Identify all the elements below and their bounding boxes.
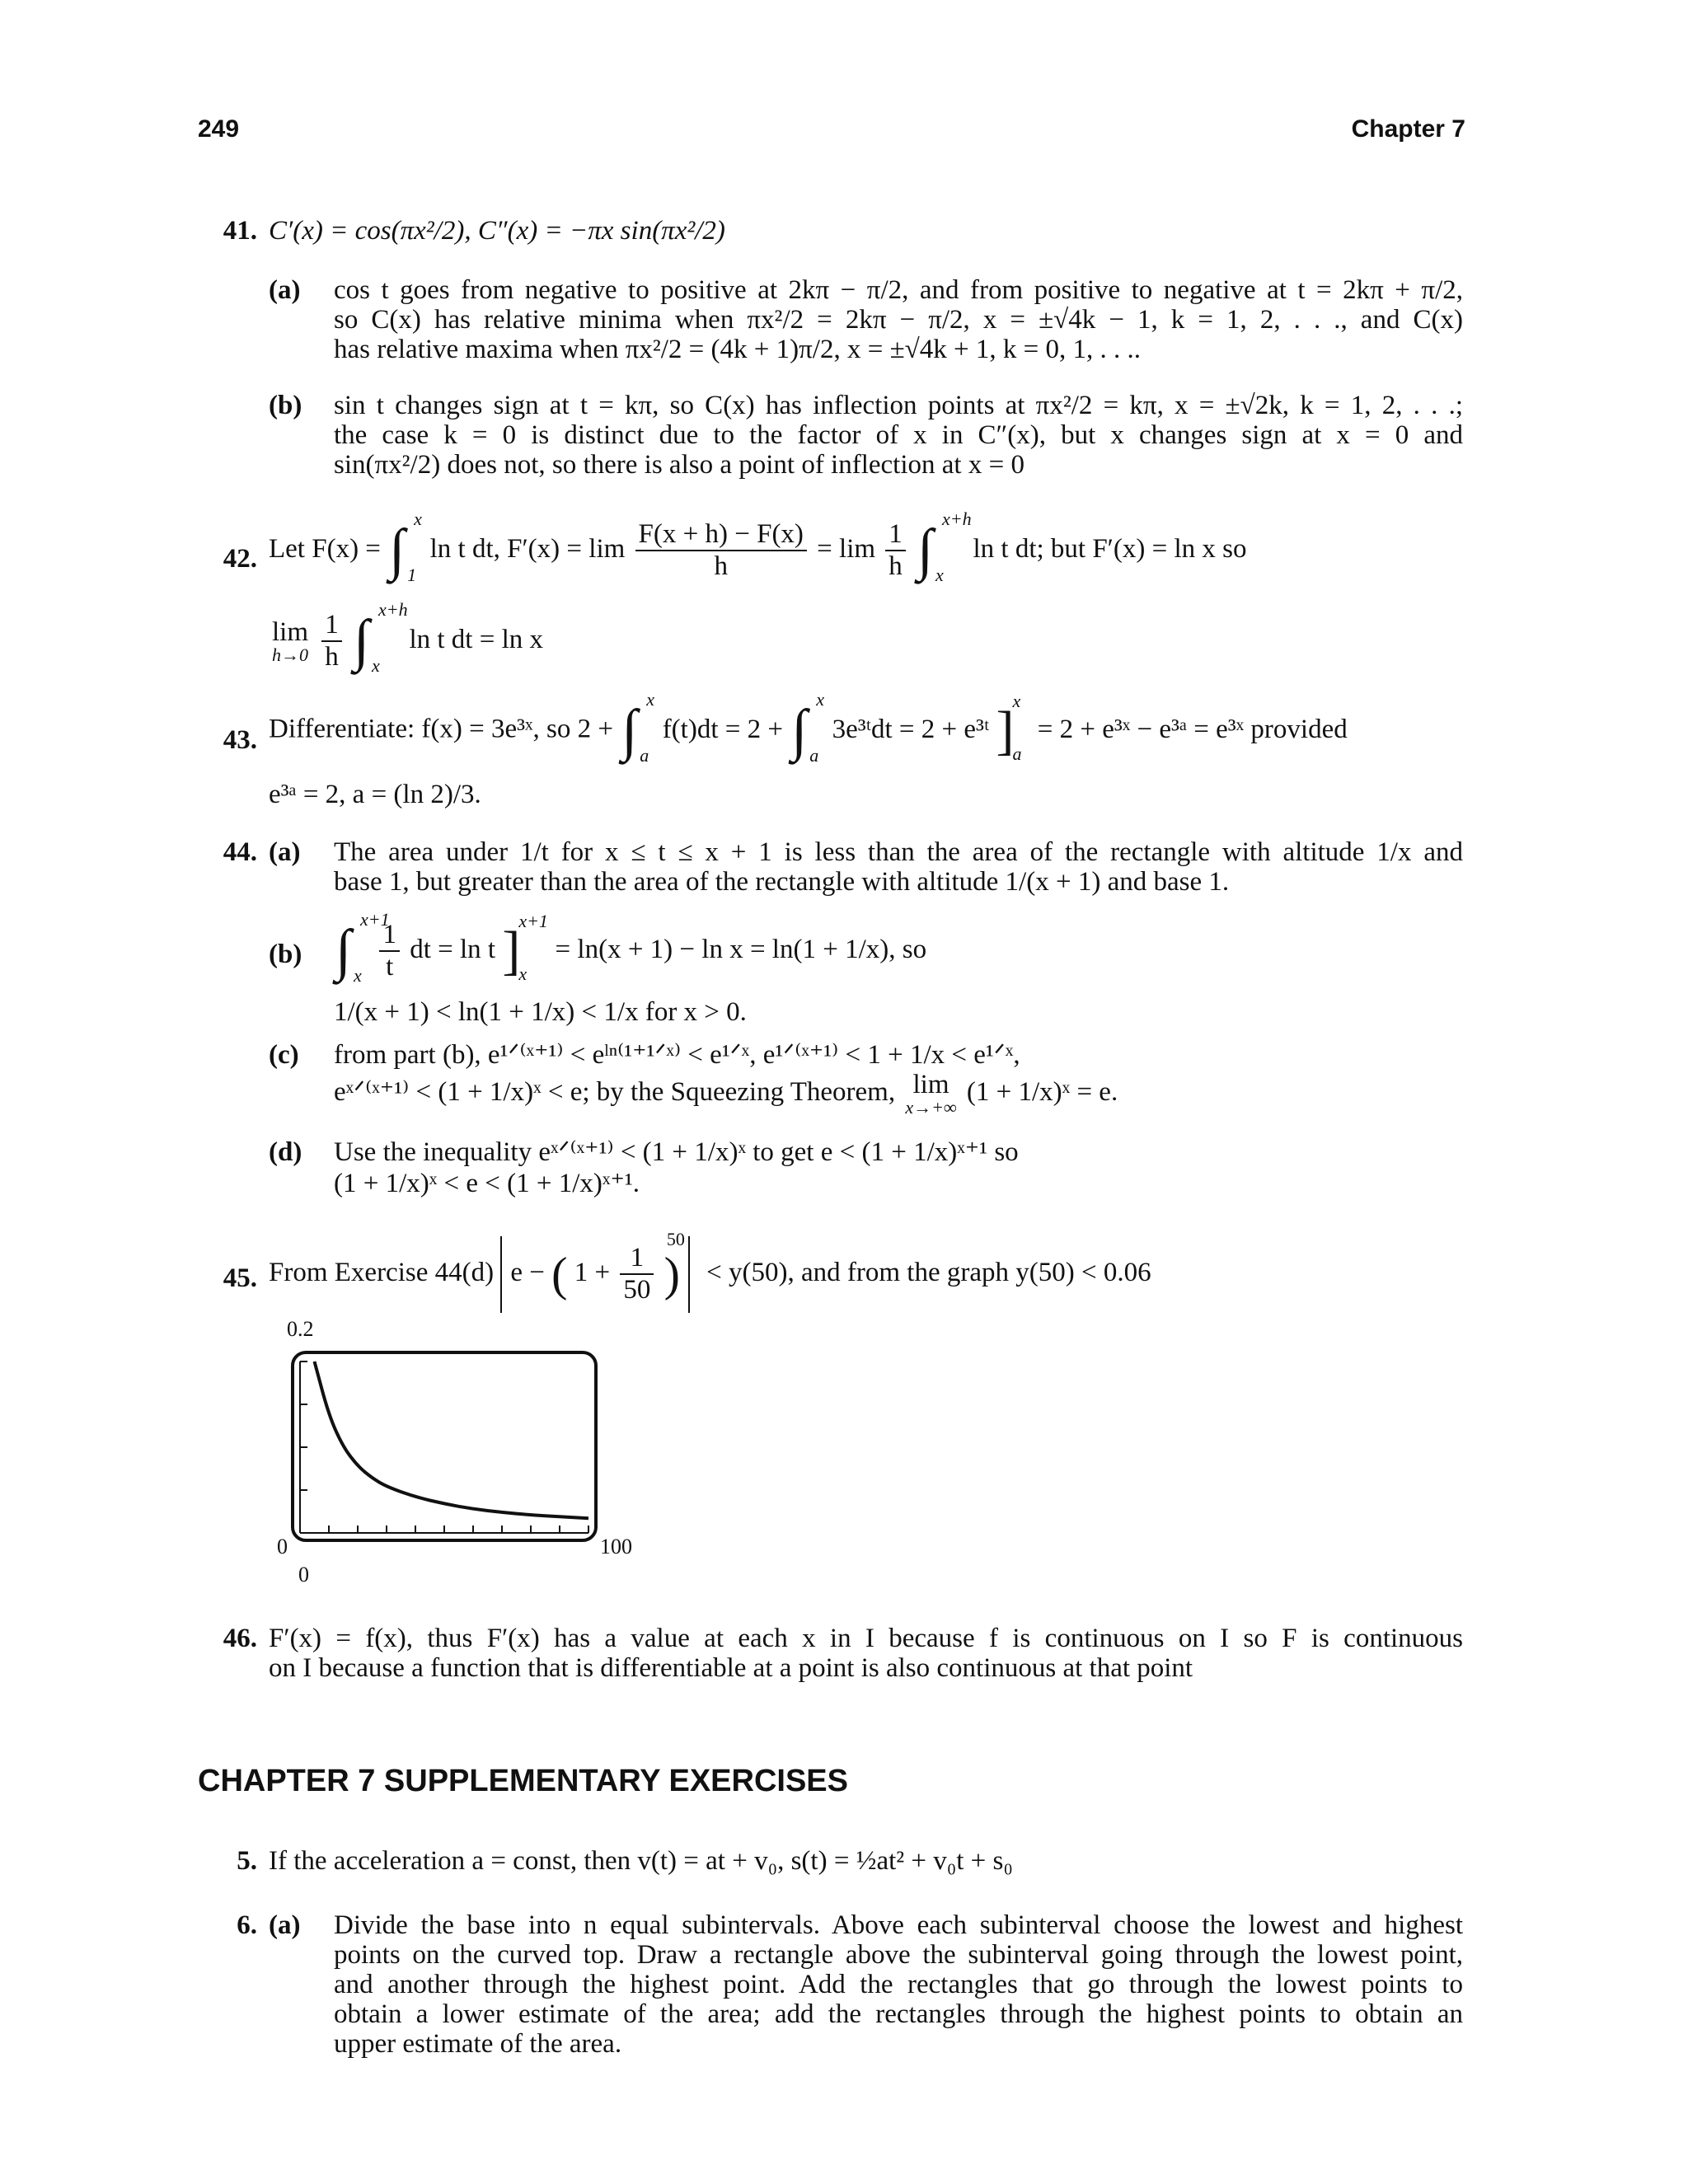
integral-sign: ∫ x+1 x: [335, 909, 390, 987]
numerator: 1: [620, 1243, 654, 1275]
exercise-43-part4: = 2 + e³ˣ − e³ᵃ = e³ˣ provided: [1037, 714, 1348, 744]
exercise-42-part3: ln t dt; but F′(x) = ln x so: [973, 533, 1247, 564]
lower-limit: 1: [407, 565, 417, 586]
exercise-number: 46.: [223, 1624, 257, 1653]
lower-limit: a: [1012, 743, 1022, 764]
exercise-42-line2: [269, 599, 543, 677]
plot-frame: [293, 1352, 596, 1540]
limit: lim h→0: [272, 616, 309, 665]
exercise-42-eqlim: = lim: [817, 533, 876, 564]
one-over-h: [885, 519, 906, 583]
exercise-number: 42.: [223, 544, 257, 574]
exercise-43-part1: Differentiate: f(x) = 3e³ˣ, so 2 +: [269, 714, 613, 744]
part-label: (a): [269, 275, 301, 305]
supplementary-6a-line5: upper estimate of the area.: [334, 2029, 622, 2059]
lower-limit: a: [640, 745, 649, 766]
exercise-42-result: ln t dt = ln x: [409, 624, 543, 654]
exercise-44d-line2: (1 + 1/x)ˣ < e < (1 + 1/x)ˣ⁺¹.: [334, 1169, 640, 1198]
upper-limit: x+h: [942, 509, 972, 530]
evaluation-bracket: ] x+1 x: [502, 911, 548, 985]
data-series-line: [315, 1361, 589, 1518]
exercise-41b-line1: sin t changes sign at t = kπ, so C(x) has inflection points at πx²/2 = kπ, x = ±√2k, k = 1, 2, . . .;: [334, 391, 1463, 420]
exercise-44b-line2: 1/(x + 1) < ln(1 + 1/x) < 1/x for x > 0.: [334, 997, 747, 1027]
integral-sign: ∫ x+h x: [354, 599, 408, 677]
e-minus: e −: [510, 1257, 545, 1287]
numerator: 1: [379, 920, 400, 952]
upper-limit: x: [816, 689, 824, 710]
exercise-44d-line1: Use the inequality eˣᐟ⁽ˣ⁺¹⁾ < (1 + 1/x)ˣ to get e < (1 + 1/x)ˣ⁺¹ so: [334, 1137, 1019, 1167]
exercise-42-part2: ln t dt, F′(x) = lim: [429, 533, 626, 564]
exercise-44b-end: = ln(x + 1) − ln x = ln(1 + 1/x), so: [555, 934, 927, 964]
upper-limit: x+1: [360, 909, 390, 930]
exercise-number: 41.: [223, 216, 257, 246]
left-paren: (: [551, 1247, 568, 1301]
exercise-44b-mid: dt = ln t: [410, 934, 496, 964]
one-plus: 1 +: [574, 1257, 611, 1287]
exercise-44c-line1: from part (b), e¹ᐟ⁽ˣ⁺¹⁾ < eˡⁿ⁽¹⁺¹ᐟˣ⁾ < e¹ᐟˣ, e¹ᐟ⁽ˣ⁺¹⁾ < 1 + 1/x < e¹ᐟˣ,: [334, 1040, 1020, 1070]
exercise-41a-line3: has relative maxima when πx²/2 = (4k + 1)π/2, x = ±√4k + 1, k = 0, 1, . . ..: [334, 335, 1142, 364]
exercise-41-derivatives: C′(x) = cos(πx²/2), C″(x) = −πx sin(πx²/2): [269, 216, 725, 246]
part-label: (c): [269, 1040, 299, 1070]
exercise-number: 6.: [237, 1910, 257, 1940]
exercise-42-let: Let F(x) =: [269, 533, 381, 564]
lower-limit: x: [935, 565, 944, 586]
part-label: (a): [269, 1910, 301, 1940]
limit-subscript: x→+∞: [905, 1097, 957, 1118]
exercise-45-text: From Exercise 44(d): [269, 1257, 495, 1287]
supplementary-6a-line1: Divide the base into n equal subintervals. Above each subinterval choose the lowest and highest: [334, 1910, 1463, 1940]
chapter-label: Chapter 7: [1351, 115, 1465, 143]
exercise-number: 44.: [223, 837, 257, 867]
absolute-value-expression: [500, 1229, 690, 1313]
exercise-42-line1: [269, 509, 1247, 586]
exercise-44a-line2: base 1, but greater than the area of the rectangle with altitude 1/(x + 1) and base 1.: [334, 867, 1230, 897]
exponent: 50: [666, 1229, 685, 1249]
evaluation-bracket: ] x a: [996, 691, 1022, 764]
x-axis-right-label: 100: [600, 1535, 632, 1558]
exercise-number: 43.: [223, 725, 257, 755]
part-label: (b): [269, 391, 302, 420]
y-axis-bottom-label: 0: [277, 1535, 288, 1558]
integral-sign: ∫ x 1: [389, 509, 422, 586]
supplementary-6a-line3: and another through the highest point. Add the rectangles that go through the lowest points to: [334, 1970, 1463, 1999]
exercise-43-line2: e³ᵃ = 2, a = (ln 2)/3.: [269, 780, 481, 809]
exercise-46-line1: F′(x) = f(x), thus F′(x) has a value at each x in I because f is continuous on I so F is continuous: [269, 1624, 1463, 1653]
denominator: h: [325, 642, 339, 673]
exercise-44c-end: (1 + 1/x)ˣ = e.: [966, 1077, 1118, 1108]
denominator: t: [386, 952, 394, 982]
right-paren: ): [663, 1247, 680, 1301]
numerator: F(x + h) − F(x): [635, 519, 807, 551]
limit-word: lim: [912, 1070, 950, 1099]
exercise-41a-line2: so C(x) has relative minima when πx²/2 = 2kπ − π/2, x = ±√4k − 1, k = 1, 2, . . ., and C(x): [334, 305, 1463, 335]
exercise-number: 45.: [223, 1263, 257, 1293]
one-over-fifty: [620, 1243, 654, 1306]
exercise-44a-line1: The area under 1/t for x ≤ t ≤ x + 1 is less than the area of the rectangle with altitude 1/x and: [334, 837, 1463, 867]
page-number: 249: [198, 115, 240, 143]
exercise-43-part2: f(t)dt = 2 +: [662, 714, 783, 744]
upper-limit: x+h: [378, 599, 408, 621]
y-axis-top-label: 0.2: [287, 1317, 314, 1341]
exercise-45-line: [269, 1229, 1151, 1313]
section-title: CHAPTER 7 SUPPLEMENTARY EXERCISES: [198, 1764, 849, 1798]
difference-quotient: [635, 519, 807, 583]
denominator: h: [889, 551, 903, 582]
exercise-44c-line2: [334, 1071, 1118, 1117]
exercise-41b-line3: sin(πx²/2) does not, so there is also a point of inflection at x = 0: [334, 450, 1025, 480]
part-label: (a): [269, 837, 301, 867]
lower-limit: x: [518, 963, 528, 985]
upper-limit: x: [1012, 691, 1021, 711]
upper-limit: x+1: [518, 911, 548, 932]
lower-limit: a: [809, 745, 819, 766]
supplementary-6a-line2: points on the curved top. Draw a rectangle above the subinterval going through the lowest point,: [334, 1940, 1463, 1970]
supplementary-5-text: If the acceleration a = const, then v(t) = at + v₀, s(t) = ½at² + v₀t + s₀: [269, 1846, 1013, 1876]
denominator: h: [714, 551, 728, 582]
part-label: (b): [269, 940, 302, 969]
exercise-43-line1: [269, 689, 1348, 766]
exercise-44c-text: eˣᐟ⁽ˣ⁺¹⁾ < (1 + 1/x)ˣ < e; by the Squeezing Theorem,: [334, 1077, 896, 1108]
lower-limit: x: [354, 965, 362, 987]
one-over-h: [321, 610, 342, 673]
exercise-number: 5.: [237, 1846, 257, 1876]
lower-limit: x: [372, 655, 380, 677]
supplementary-6a-line4: obtain a lower estimate of the area; add the rectangles through the highest points to obtain an: [334, 1999, 1463, 2029]
exercise-41b-line2: the case k = 0 is distinct due to the factor of x in C″(x), but x changes sign at x = 0 and: [334, 420, 1463, 450]
numerator: 1: [885, 519, 906, 551]
integral-sign: ∫ x a: [791, 689, 824, 766]
x-axis-left-label: 0: [298, 1563, 309, 1586]
part-label: (d): [269, 1137, 302, 1167]
decay-curve-chart: [288, 1348, 605, 1549]
exercise-45-conclusion: < y(50), and from the graph y(50) < 0.06: [706, 1257, 1151, 1287]
limit-subscript: h→0: [272, 644, 308, 665]
integral-sign: ∫ x a: [621, 689, 655, 766]
upper-limit: x: [646, 689, 655, 710]
upper-limit: x: [414, 509, 422, 530]
integral-sign: ∫ x+h x: [917, 509, 972, 586]
limit: [905, 1071, 956, 1117]
exercise-43-part3: 3e³ᵗdt = 2 + e³ᵗ: [832, 714, 990, 744]
exercise-46-line2: on I because a function that is differentiable at a point is also continuous at that point: [269, 1653, 1193, 1683]
denominator: 50: [623, 1275, 651, 1305]
exercise-41a-line1: cos t goes from negative to positive at 2kπ − π/2, and from positive to negative at t = 2kπ + π/2,: [334, 275, 1463, 305]
exercise-44b-line1: [334, 909, 927, 987]
numerator: 1: [321, 610, 342, 642]
